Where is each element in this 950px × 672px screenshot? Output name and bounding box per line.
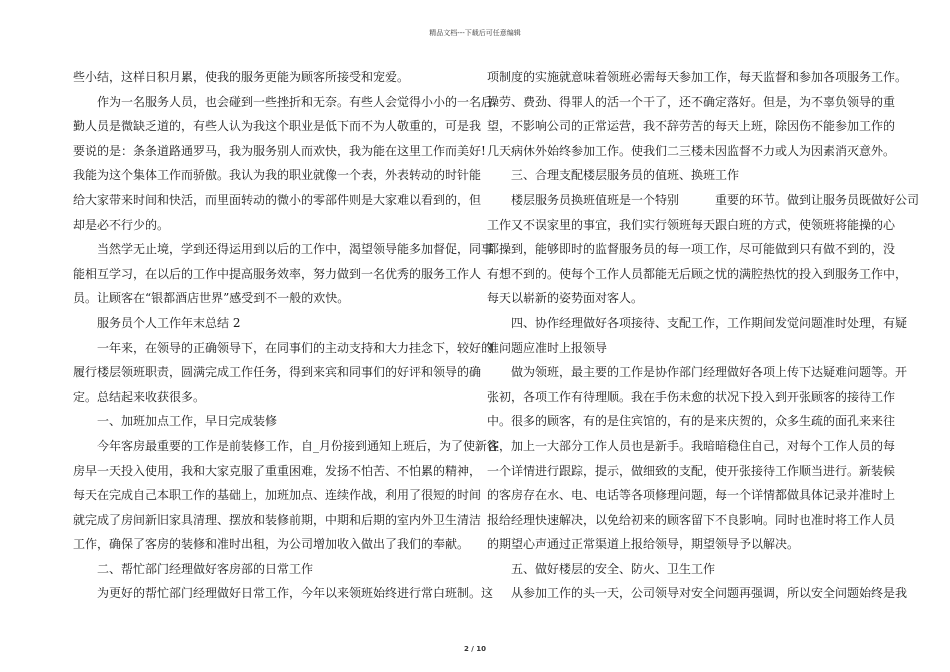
text-line: 给大家带来时间和快活，而里面转动的微小的零部件则是大家难以看到的，但 bbox=[73, 192, 482, 207]
text-line: 当然学无止境，学到还得运用到以后的工作中，渴望领导能多加督促，同事 bbox=[73, 242, 494, 257]
text-line: 履行楼层领班职责，圆满完成工作任务，得到来宾和同事们的好评和领导的确 bbox=[73, 365, 482, 380]
text-line: 一个详情进行跟踪，提示，做细致的支配，使开张接待工作顺当进行。新装候 bbox=[487, 463, 896, 478]
text-line: 一年来，在领导的正确领导下，在同事们的主动支持和大力挂念下，较好的 bbox=[73, 340, 494, 355]
left-text-column bbox=[73, 65, 500, 606]
text-line: 几天病休外始终参加工作。使我们二三楼未因监督不力或人为因素消灭意外。 bbox=[487, 143, 896, 158]
text-line: 每天以崭新的姿势面对客人。 bbox=[487, 291, 644, 306]
text-line: 中。很多的顾客，有的是住宾馆的，有的是来庆贺的，众多生疏的面孔来来往 bbox=[487, 414, 896, 429]
text-line: 定。总结起来收获很多。 bbox=[73, 389, 206, 404]
text-line: 二、帮忙部门经理做好客房部的日常工作 bbox=[73, 561, 314, 576]
text-line: 往，加上一大部分工作人员也是新手。我暗暗稳住自己，对每个工作人员的每 bbox=[487, 438, 896, 453]
text-line: 的期望心声通过正常渠道上报给领导，期望领导予以解决。 bbox=[487, 537, 800, 552]
text-line: 项制度的实施就意味着领班必需每天参加工作，每天监督和参加各项服务工作。 bbox=[487, 70, 908, 84]
text-line: 员。让顾客在“银都酒店世界”感受到不一般的欢快。 bbox=[73, 291, 350, 306]
text-line: 张初，各项工作有待理顺。我在手伤未愈的状况下投入到开张顾客的接待工作 bbox=[487, 389, 896, 404]
page-header: 精品文档---下载后可任意编辑 bbox=[429, 29, 521, 37]
text-line: 要说的是：条条道路通罗马，我为服务别人而欢快，我为能在这里工作而美好! bbox=[73, 143, 486, 158]
text-line: 今年客房最重要的工作是前装修工作，自_月份接到通知上班后，为了使新客 bbox=[73, 438, 500, 453]
text-line: 都操到，能够即时的监督服务员的每一项工作，尽可能做到只有做不到的，没 bbox=[487, 242, 896, 257]
text-line: 工作，确保了客房的装修和准时出租，为公司增加收入做出了我们的奉献。 bbox=[73, 537, 470, 552]
text-line: 从参加工作的头一天，公司领导对安全问题再强调，所以安全问题始终是我 bbox=[487, 586, 908, 601]
text-line: 一、加班加点工作，早日完成装修 bbox=[73, 414, 278, 429]
text-line: 为更好的帮忙部门经理做好日常工作，今年以来领班始终进行常白班制。这 bbox=[73, 586, 494, 601]
right-text-column bbox=[487, 65, 920, 606]
text-line: 望，不影响公司的正常运营，我不辞劳苦的每天上班，除因伤不能参加工作的 bbox=[487, 119, 896, 134]
text-line: 勤人员是微缺乏道的，有些人认为我这个职业是低下而不为人敬重的，可是我 bbox=[73, 119, 482, 134]
text-line: 报给经理快速解决，以免给初来的顾客留下不良影响。同时也准时将工作人员 bbox=[487, 512, 896, 527]
text-line: 做为领班，最主要的工作是协作部门经理做好各项上传下达疑难问题等。开 bbox=[487, 365, 908, 380]
text-line: 服务员个人工作年末总结 2 bbox=[73, 315, 241, 330]
text-line: 操劳、费劲、得罪人的活一个干了，还不确定落好。但是，为不辜负领导的重 bbox=[487, 94, 896, 109]
text-line: 三、合理支配楼层服务员的值班、换班工作 bbox=[487, 168, 740, 183]
text-line: 五、做好楼层的安全、防火、卫生工作 bbox=[487, 561, 716, 576]
text-line: 有想不到的。使每个工作人员都能无后顾之忧的满腔热忱的投入到服务工作中， bbox=[487, 266, 908, 281]
text-line: 难问题应准时上报领导 bbox=[487, 340, 608, 355]
page-number: 2 / 10 bbox=[463, 645, 487, 653]
text-line: 每天在完成自己本职工作的基础上，加班加点、连续作战，利用了很短的时间 bbox=[73, 488, 482, 503]
text-line: 四、协作经理做好各项接待、支配工作，工作期间发觉问题准时处理，有疑 bbox=[487, 315, 908, 330]
text-line: 我能为这个集体工作而骄傲。我认为我的职业就像一个表，外表转动的时针能 bbox=[73, 168, 482, 183]
text-line: 房早一天投入使用，我和大家克服了重重困难，发扬不怕苦、不怕累的精神， bbox=[73, 463, 482, 478]
text-line: 能相互学习，在以后的工作中提高服务效率，努力做到一名优秀的服务工作人 bbox=[73, 266, 482, 281]
text-line: 的客房存在水、电、电话等各项修理问题，每一个详情都做具体记录并准时上 bbox=[487, 488, 896, 503]
text-line: 就完成了房间新旧家具清理、摆放和装修前期，中期和后期的室内外卫生清洁 bbox=[73, 512, 482, 527]
text-line: 却是必不行少的。 bbox=[73, 217, 170, 232]
text-line: 楼层服务员换班值班是一个特别 重要的环节。做到让服务员既做好公司 bbox=[487, 192, 920, 207]
text-line: 工作又不误家里的事宜，我们实行领班每天跟白班的方式，使领班将能操的心 bbox=[487, 217, 896, 232]
text-line: 些小结，这样日积月累，使我的服务更能为顾客所接受和宠爱。 bbox=[73, 70, 410, 84]
text-line: 作为一名服务人员，也会碰到一些挫折和无奈。有些人会觉得小小的一名后 bbox=[73, 94, 494, 109]
